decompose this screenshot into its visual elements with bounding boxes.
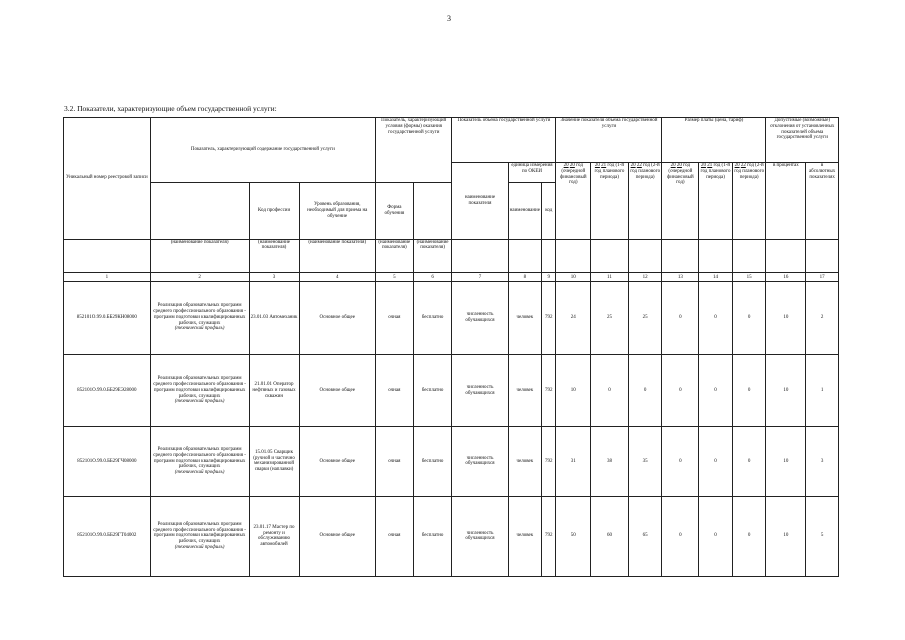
header-content-blank bbox=[150, 183, 249, 239]
header-volume-indicator: Показатель объема государственной услуги bbox=[452, 118, 556, 163]
row-value-2020: 24 bbox=[556, 281, 591, 354]
row-value-2022: 25 bbox=[628, 281, 662, 354]
row-value-2021: 25 bbox=[591, 281, 629, 354]
column-number: 4 bbox=[299, 272, 375, 281]
header-year-3: 20 22 год (2-й год планового периода) bbox=[628, 163, 662, 239]
row-fee-2021: 0 bbox=[699, 496, 733, 576]
table-row bbox=[64, 281, 839, 354]
column-number: 8 bbox=[508, 272, 542, 281]
header-name-col4: (наименование показателя) bbox=[299, 239, 375, 272]
header-conditions-indicator: Показатель, характеризующий условия (формы) оказания государственной услуги bbox=[375, 118, 451, 183]
header-name-col6: (наименование показателя) bbox=[413, 239, 452, 272]
column-number: 7 bbox=[452, 272, 508, 281]
row-deviation-percent: 10 bbox=[766, 354, 806, 426]
row-fee-2022: 0 bbox=[732, 354, 766, 426]
row-deviation-percent: 10 bbox=[766, 281, 806, 354]
row-fee-2021: 0 bbox=[699, 427, 733, 496]
column-number: 2 bbox=[150, 272, 249, 281]
header-fee-year-2: 20 21 год (1-й год планового периода) bbox=[699, 163, 733, 239]
header-fee: Размер платы (цена, тариф) bbox=[662, 118, 766, 163]
header-unit-name: наименование bbox=[508, 183, 542, 239]
table-row bbox=[64, 354, 839, 426]
row-value-2021: 38 bbox=[591, 427, 629, 496]
row-code: 852101О.99.0.ББ29ГЧ08000 bbox=[64, 427, 151, 496]
row-program: Реализация образовательных программ среднего профессионального образования - программ подготовки квалифицированных рабочих, служащих (технический профиль) bbox=[150, 281, 249, 354]
row-indicator: численность обучающихся bbox=[452, 427, 508, 496]
column-number: 9 bbox=[542, 272, 556, 281]
row-fee-2020: 0 bbox=[662, 354, 699, 426]
row-program: Реализация образовательных программ среднего профессионального образования - программ подготовки квалифицированных рабочих, служащих (технический профиль) bbox=[150, 427, 249, 496]
row-fee-2020: 0 bbox=[662, 496, 699, 576]
section-heading: 3.2. Показатели, характеризующие объем государственной услуги: bbox=[64, 104, 277, 113]
header-row4-c14 bbox=[699, 239, 733, 272]
row-profession: 23.01.17 Мастер по ремонту и обслуживанию автомобилей bbox=[249, 496, 299, 576]
header-unique-number: Уникальный номер реестровой записи bbox=[64, 118, 151, 240]
header-year-1: 20 20 год (очередной финансовый год) bbox=[556, 163, 591, 239]
row-code: 852101О.99.0.ББ29КН08000 bbox=[64, 281, 151, 354]
header-fee-year-3: 20 22 год (2-й год планового периода) bbox=[732, 163, 766, 239]
row-fee-2022: 0 bbox=[732, 427, 766, 496]
header-unit-code: код bbox=[542, 183, 556, 239]
row-fee-type: бесплатно bbox=[413, 354, 452, 426]
row-form: очная bbox=[375, 496, 413, 576]
header-profession-code: Код профессии bbox=[249, 183, 299, 239]
row-unit: человек bbox=[508, 427, 542, 496]
row-profession: 15.01.05 Сварщик (ручной и частично механизированной сварки (наплавки) bbox=[249, 427, 299, 496]
column-number: 11 bbox=[591, 272, 629, 281]
header-row4-c7 bbox=[452, 239, 508, 272]
column-number: 3 bbox=[249, 272, 299, 281]
row-deviation-absolute: 3 bbox=[806, 427, 839, 496]
row-value-2022: 0 bbox=[628, 354, 662, 426]
row-code: 852101О.99.0.ББ29ГТ04002 bbox=[64, 496, 151, 576]
column-number: 16 bbox=[766, 272, 806, 281]
row-level: Основное общее bbox=[299, 427, 375, 496]
row-value-2020: 10 bbox=[556, 354, 591, 426]
row-deviation-absolute: 5 bbox=[806, 496, 839, 576]
header-name-col3: (наименование показателя) bbox=[249, 239, 299, 272]
header-volume-values: Значение показателя объема государственной услуги bbox=[556, 118, 662, 163]
row-value-2021: 0 bbox=[591, 354, 629, 426]
header-education-level: Уровень образования, необходимый для приема на обучение bbox=[299, 183, 375, 239]
header-row4-c9 bbox=[542, 239, 556, 272]
row-fee-2021: 0 bbox=[699, 281, 733, 354]
row-level: Основное общее bbox=[299, 496, 375, 576]
row-form: очная bbox=[375, 354, 413, 426]
header-okei-unit: единица измерения по ОКЕИ bbox=[508, 163, 556, 183]
row-unit-code: 792 bbox=[542, 427, 556, 496]
row-fee-2021: 0 bbox=[699, 354, 733, 426]
row-program: Реализация образовательных программ среднего профессионального образования - программ подготовки квалифицированных рабочих, служащих (технический профиль) bbox=[150, 354, 249, 426]
row-unit: человек bbox=[508, 496, 542, 576]
row-deviation-absolute: 2 bbox=[806, 281, 839, 354]
row-indicator: численность обучающихся bbox=[452, 496, 508, 576]
header-row4-blank bbox=[64, 239, 151, 272]
row-fee-2020: 0 bbox=[662, 281, 699, 354]
row-unit-code: 792 bbox=[542, 496, 556, 576]
header-fee-year-1: 20 20 год (очередной финансовый год) bbox=[662, 163, 699, 239]
row-value-2020: 50 bbox=[556, 496, 591, 576]
header-row4-c15 bbox=[732, 239, 766, 272]
header-in-percent: в процентах bbox=[766, 163, 806, 239]
row-fee-2022: 0 bbox=[732, 281, 766, 354]
column-number: 13 bbox=[662, 272, 699, 281]
table-row bbox=[64, 427, 839, 496]
row-value-2022: 35 bbox=[628, 427, 662, 496]
table-row bbox=[64, 496, 839, 576]
header-in-absolute: в абсолютных показателях bbox=[806, 163, 839, 239]
row-fee-type: бесплатно bbox=[413, 281, 452, 354]
column-number-row bbox=[64, 272, 839, 281]
row-form: очная bbox=[375, 427, 413, 496]
row-indicator: численность обучающихся bbox=[452, 354, 508, 426]
page-number: 3 bbox=[447, 14, 451, 23]
column-number: 12 bbox=[628, 272, 662, 281]
header-content-indicator: Показатель, характеризующий содержание государственной услуги bbox=[150, 118, 375, 183]
row-fee-2022: 0 bbox=[732, 496, 766, 576]
row-level: Основное общее bbox=[299, 354, 375, 426]
row-program: Реализация образовательных программ среднего профессионального образования - программ подготовки квалифицированных рабочих, служащих (технический профиль) bbox=[150, 496, 249, 576]
header-deviations: Допустимые (возможные) отклонения от установленных показателей объема государственной услуги bbox=[766, 118, 839, 163]
header-name-col2: (наименование показателя) bbox=[150, 239, 249, 272]
header-row4-c17 bbox=[806, 239, 839, 272]
row-deviation-percent: 10 bbox=[766, 427, 806, 496]
header-row4-c16 bbox=[766, 239, 806, 272]
header-indicator-name: наименование показателя bbox=[452, 163, 508, 239]
row-fee-type: бесплатно bbox=[413, 496, 452, 576]
row-value-2021: 60 bbox=[591, 496, 629, 576]
column-number: 17 bbox=[806, 272, 839, 281]
header-row4-c12 bbox=[628, 239, 662, 272]
column-number: 15 bbox=[732, 272, 766, 281]
row-unit-code: 792 bbox=[542, 354, 556, 426]
header-conditions-blank bbox=[413, 183, 452, 239]
row-fee-2020: 0 bbox=[662, 427, 699, 496]
header-year-2: 20 21 год (1-й год планового периода) bbox=[591, 163, 629, 239]
row-profession: 23.01.03 Автомеханик bbox=[249, 281, 299, 354]
row-level: Основное общее bbox=[299, 281, 375, 354]
column-number: 5 bbox=[375, 272, 413, 281]
volume-indicators-table bbox=[63, 117, 839, 577]
row-code: 852101О.99.0.ББ29ЕЭ28000 bbox=[64, 354, 151, 426]
header-row4-c8 bbox=[508, 239, 542, 272]
row-unit-code: 792 bbox=[542, 281, 556, 354]
header-row4-c13 bbox=[662, 239, 699, 272]
column-number: 1 bbox=[64, 272, 151, 281]
column-number: 10 bbox=[556, 272, 591, 281]
header-study-form: Форма обучения bbox=[375, 183, 413, 239]
row-value-2020: 31 bbox=[556, 427, 591, 496]
row-value-2022: 65 bbox=[628, 496, 662, 576]
column-number: 6 bbox=[413, 272, 452, 281]
row-fee-type: бесплатно bbox=[413, 427, 452, 496]
row-deviation-percent: 10 bbox=[766, 496, 806, 576]
header-row4-c10 bbox=[556, 239, 591, 272]
row-profession: 21.01.01 Оператор нефтяных и газовых скважин bbox=[249, 354, 299, 426]
header-name-col5: (наименование показателя) bbox=[375, 239, 413, 272]
row-form: очная bbox=[375, 281, 413, 354]
header-row4-c11 bbox=[591, 239, 629, 272]
column-number: 14 bbox=[699, 272, 733, 281]
row-indicator: численность обучающихся bbox=[452, 281, 508, 354]
row-unit: человек bbox=[508, 281, 542, 354]
row-deviation-absolute: 1 bbox=[806, 354, 839, 426]
row-unit: человек bbox=[508, 354, 542, 426]
